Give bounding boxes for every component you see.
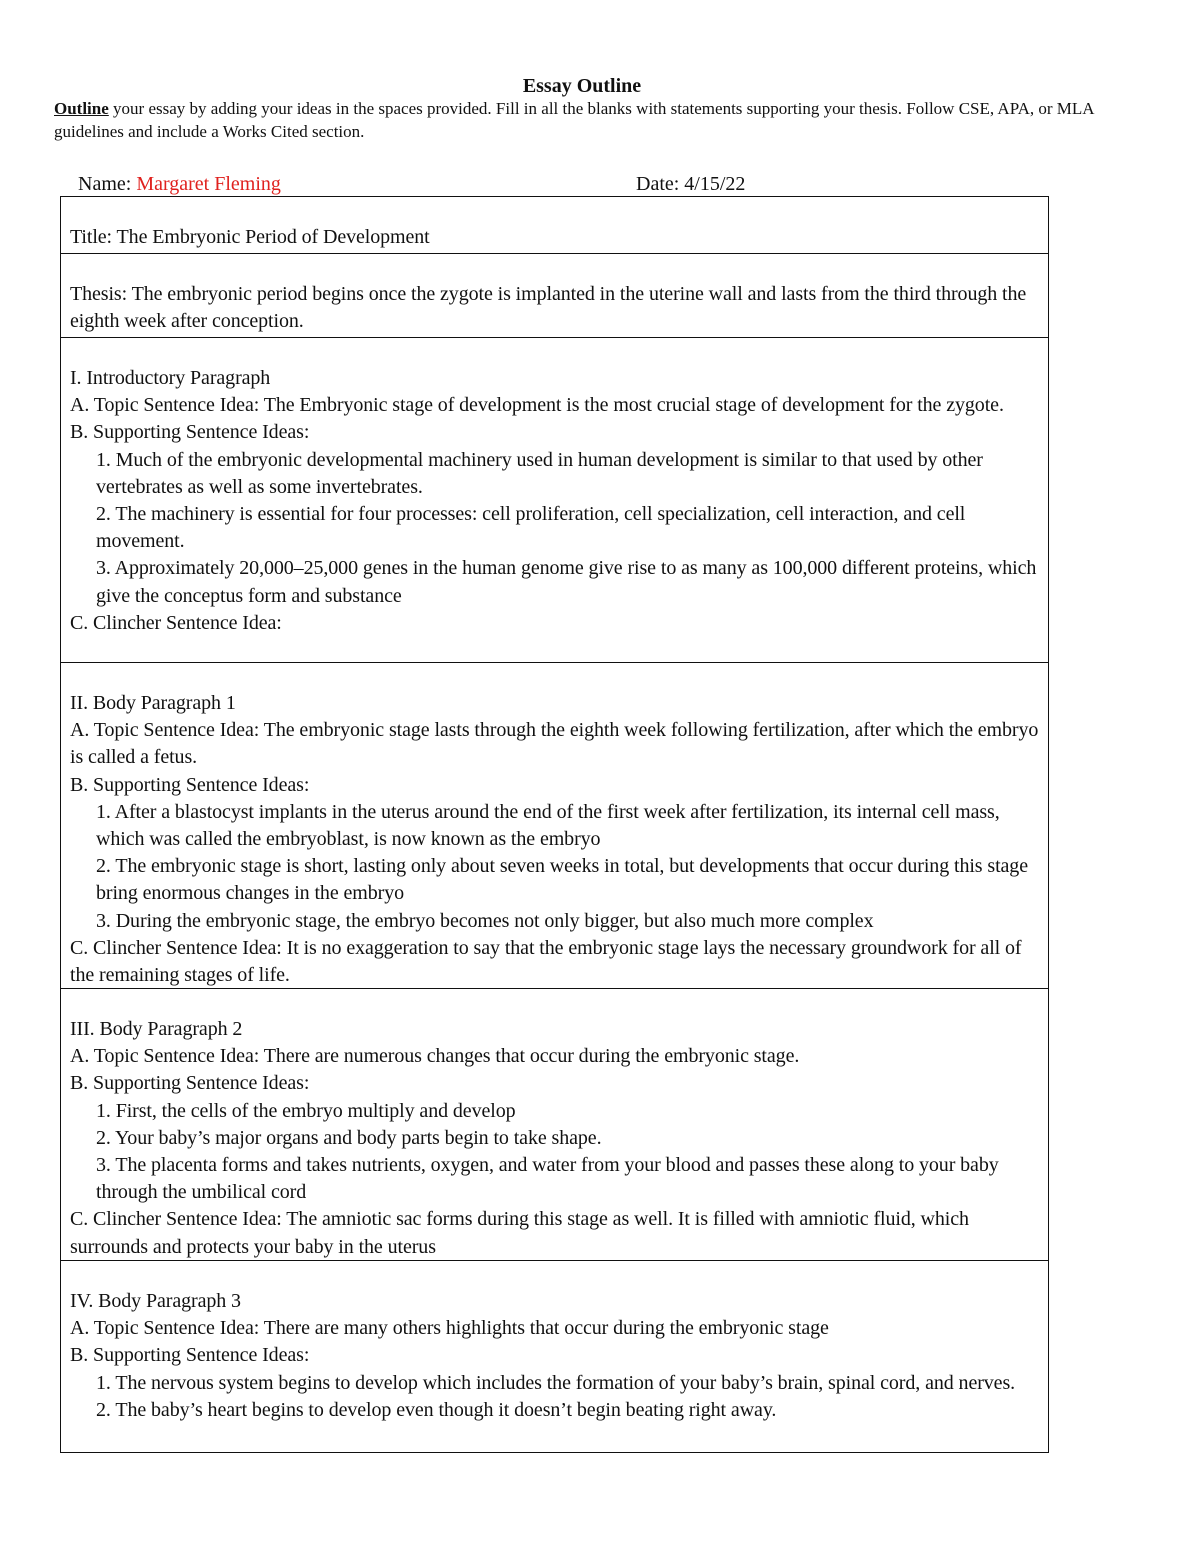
date-label: Date: 4/15/22	[636, 173, 746, 195]
supporting-point: 1. After a blastocyst implants in the uterus around the end of the first week after fertilization, its internal cell mass, which was called the embryoblast, is now known as the embryo	[96, 800, 1000, 851]
section-heading: II. Body Paragraph 1	[70, 692, 236, 714]
intro-section	[61, 337, 1048, 662]
outline-table	[60, 196, 1049, 1453]
clincher-sentence: C. Clincher Sentence Idea:	[70, 611, 282, 634]
essay-title: Title: The Embryonic Period of Development	[70, 226, 430, 248]
supporting-point: 3. Approximately 20,000–25,000 genes in the human genome give rise to as many as 100,000 different proteins, which give the conceptus form and substance	[96, 557, 1037, 607]
instructions	[54, 98, 1114, 143]
thesis-statement: Thesis: The embryonic period begins once the zygote is implanted in the uterine wall and lasts from the third through the eighth week after conception.	[70, 283, 1027, 333]
clincher-sentence: C. Clincher Sentence Idea: It is no exaggeration to say that the embryonic stage lays the necessary groundwork for all of the remaining stages of life.	[70, 936, 1022, 987]
topic-sentence: A. Topic Sentence Idea: There are many others highlights that occur during the embryonic stage	[70, 1317, 829, 1340]
supporting-point: 2. Your baby’s major organs and body parts begin to take shape.	[96, 1126, 602, 1149]
topic-sentence: A. Topic Sentence Idea: The embryonic stage lasts through the eighth week following fertilization, after which the embryo is called a fetus.	[70, 719, 1039, 769]
supporting-point: 2. The machinery is essential for four processes: cell proliferation, cell specialization, cell interaction, and cell movement.	[96, 503, 966, 553]
body2-section	[61, 988, 1048, 1260]
body1-section	[61, 662, 1048, 988]
supporting-point: 3. During the embryonic stage, the embryo becomes not only bigger, but also much more complex	[96, 909, 874, 932]
supporting-point: 1. First, the cells of the embryo multiply and develop	[96, 1099, 516, 1122]
supporting-label: B. Supporting Sentence Ideas:	[70, 421, 310, 444]
supporting-point: 1. Much of the embryonic developmental machinery used in human development is similar to that used by other vertebrates as well as some invertebrates.	[96, 448, 983, 498]
supporting-label: B. Supporting Sentence Ideas:	[70, 773, 310, 796]
section-heading: III. Body Paragraph 2	[70, 1018, 243, 1040]
instructions-text: your essay by adding your ideas in the spaces provided. Fill in all the blanks with statements supporting your thesis. Follow CSE, APA, or MLA guidelines and include a Works Cited section.	[54, 99, 1094, 141]
topic-sentence: A. Topic Sentence Idea: The Embryonic stage of development is the most crucial stage of development for the zygote.	[70, 394, 1004, 417]
section-heading: IV. Body Paragraph 3	[70, 1290, 241, 1312]
supporting-label: B. Supporting Sentence Ideas:	[70, 1344, 310, 1367]
section-heading: I. Introductory Paragraph	[70, 367, 271, 389]
supporting-point: 2. The embryonic stage is short, lasting only about seven weeks in total, but developments that occur during this stage bring enormous changes in the embryo	[96, 855, 1028, 905]
document-title: Essay Outline	[522, 75, 642, 97]
name-value: Margaret Fleming	[136, 173, 281, 195]
name-label: Name:	[78, 173, 137, 195]
thesis-section	[61, 253, 1048, 337]
body3-section	[61, 1260, 1048, 1452]
instructions-keyword: Outline	[54, 99, 109, 118]
supporting-point: 2. The baby’s heart begins to develop even though it doesn’t begin beating right away.	[96, 1398, 777, 1421]
title-section	[61, 197, 1048, 253]
topic-sentence: A. Topic Sentence Idea: There are numerous changes that occur during the embryonic stage.	[70, 1045, 800, 1068]
name-row	[78, 172, 281, 196]
supporting-point: 3. The placenta forms and takes nutrients, oxygen, and water from your blood and passes these along to your baby through the umbilical cord	[96, 1154, 999, 1204]
supporting-label: B. Supporting Sentence Ideas:	[70, 1072, 310, 1095]
clincher-sentence: C. Clincher Sentence Idea: The amniotic sac forms during this stage as well. It is filled with amniotic fluid, which surrounds and protects your baby in the uterus	[70, 1208, 969, 1258]
supporting-point: 1. The nervous system begins to develop which includes the formation of your baby’s brain, spinal cord, and nerves.	[96, 1371, 1016, 1394]
